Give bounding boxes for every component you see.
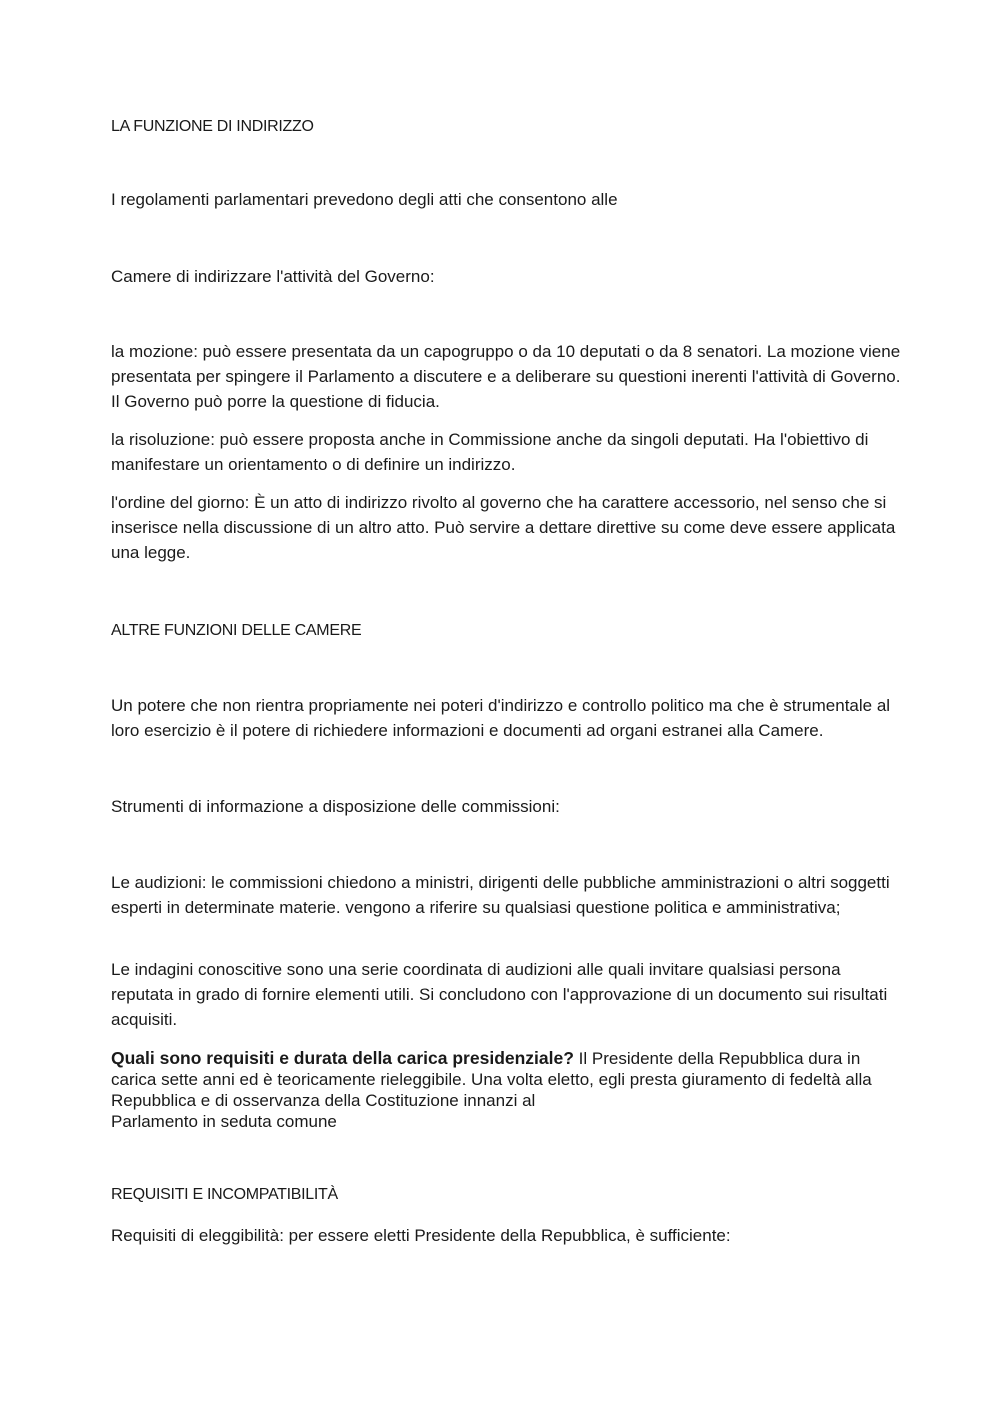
item-audizioni: Le audizioni: le commissioni chiedono a ministri, dirigenti delle pubbliche amministrazioni o altri soggetti esperti in determinate materie. vengono a riferire su qualsiasi questione politica e amministrativa;	[111, 873, 890, 917]
intro-line-1: I regolamenti parlamentari prevedono degli atti che consentono alle	[111, 190, 618, 209]
item-mozione: la mozione: può essere presentata da un capogruppo o da 10 deputati o da 8 senatori. La mozione viene presentata per spingere il Parlamento a discutere e a deliberare su questioni inerenti l'attività di Governo. Il Governo può porre la questione di fiducia.	[111, 342, 901, 411]
question-tail: Parlamento in seduta comune	[111, 1112, 337, 1131]
question-bold: Quali sono requisiti e durata della carica presidenziale?	[111, 1048, 574, 1068]
item-risoluzione: la risoluzione: può essere proposta anche in Commissione anche da singoli deputati. Ha l'obiettivo di manifestare un orientamento o di definire un indirizzo.	[111, 430, 869, 474]
item-ordine-del-giorno: l'ordine del giorno: È un atto di indirizzo rivolto al governo che ha carattere accessorio, nel senso che si inserisce nella discussione di un altro atto. Può servire a dettare direttive su come deve essere applicata una legge.	[111, 493, 896, 562]
section-heading-requisiti: REQUISITI E INCOMPATIBILITÀ	[111, 1186, 338, 1203]
section-heading-funzione-indirizzo: LA FUNZIONE DI INDIRIZZO	[111, 118, 314, 135]
item-indagini-conoscitive: Le indagini conoscitive sono una serie coordinata di audizioni alle quali invitare qualsiasi persona reputata in grado di fornire elementi utili. Si concludono con l'approvazione di un documento sui risultati acquisiti.	[111, 960, 888, 1029]
paragraph-requisiti-eleggibilita: Requisiti di eleggibilità: per essere eletti Presidente della Repubblica, è sufficiente:	[111, 1226, 731, 1245]
paragraph-potere-informazioni: Un potere che non rientra propriamente nei poteri d'indirizzo e controllo politico ma che è strumentale al loro esercizio è il potere di richiedere informazioni e documenti ad organi estranei alla Camere.	[111, 696, 891, 740]
section-heading-altre-funzioni: ALTRE FUNZIONI DELLE CAMERE	[111, 622, 362, 639]
tools-title: Strumenti di informazione a disposizione delle commissioni:	[111, 797, 560, 816]
question-text: Il Presidente della Repubblica dura in carica sette anni ed è teoricamente rieleggibile. Una volta eletto, egli presta giuramento di fedeltà alla Repubblica e di osservanza della Costituzione innanzi al	[111, 1049, 872, 1110]
paragraph-carica-presidenziale	[111, 1048, 901, 1132]
intro-line-2: Camere di indirizzare l'attività del Governo:	[111, 267, 435, 286]
